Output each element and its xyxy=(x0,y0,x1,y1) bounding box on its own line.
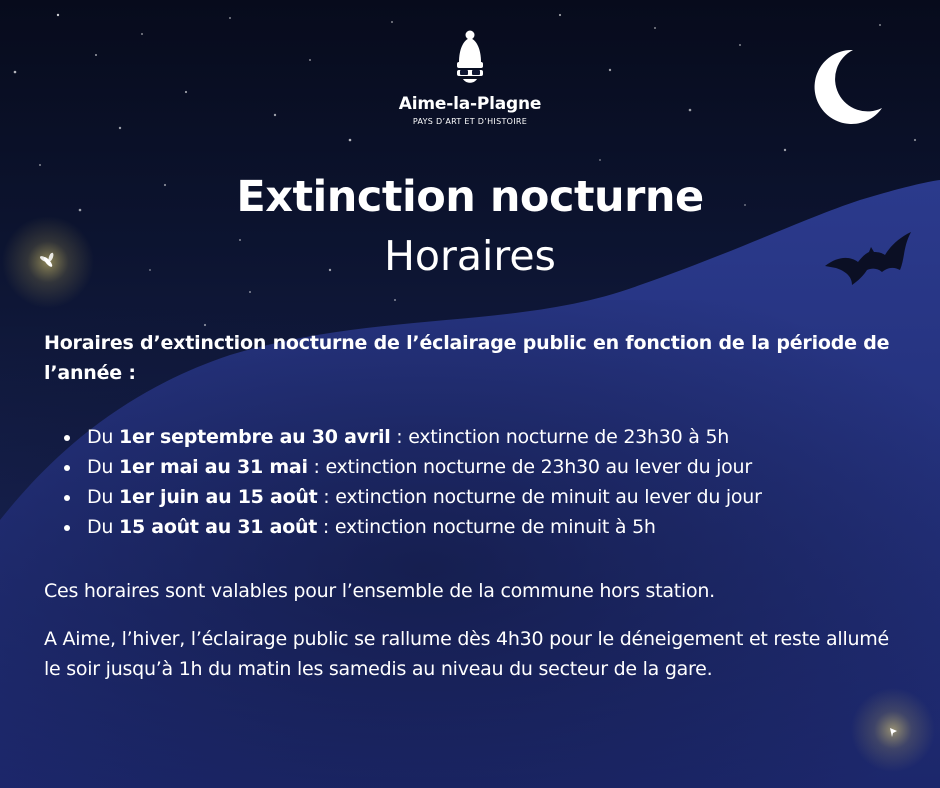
period-dates: 1er mai au 31 mai xyxy=(118,456,308,478)
page-title: Extinction nocturne xyxy=(236,172,704,222)
list-item xyxy=(44,452,914,482)
moon-icon xyxy=(815,50,882,124)
period-detail: : extinction nocturne de minuit au lever du jour xyxy=(317,486,762,508)
period-detail: : extinction nocturne de minuit à 5h xyxy=(317,516,656,538)
period-list xyxy=(44,422,914,542)
list-item xyxy=(44,482,914,512)
period-prefix: Du xyxy=(87,426,119,448)
period-detail: : extinction nocturne de 23h30 à 5h xyxy=(390,426,730,448)
period-prefix: Du xyxy=(87,456,119,478)
brand-name: Aime-la-Plagne xyxy=(398,94,542,114)
brand-tagline: PAYS D’ART ET D’HISTOIRE xyxy=(412,117,528,126)
period-detail: : extinction nocturne de 23h30 au lever du jour xyxy=(307,456,752,478)
list-item xyxy=(44,422,914,452)
period-dates: 15 août au 31 août xyxy=(118,516,318,538)
brand-logo xyxy=(370,30,570,126)
page-subtitle: Horaires xyxy=(384,232,556,280)
list-item xyxy=(44,512,914,542)
period-dates: 1er juin au 15 août xyxy=(118,486,318,508)
scope-note: Ces horaires sont valables pour l’ensemble de la commune hors station. xyxy=(44,580,715,602)
snow-hat-mascot-icon xyxy=(452,30,488,92)
intro-text: Horaires d’extinction nocturne de l’éclairage public en fonction de la période de l’année : xyxy=(44,332,890,384)
period-prefix: Du xyxy=(87,486,119,508)
period-prefix: Du xyxy=(87,516,119,538)
period-dates: 1er septembre au 30 avril xyxy=(118,426,391,448)
winter-note: A Aime, l’hiver, l’éclairage public se rallume dès 4h30 pour le déneigement et reste allumé le soir jusqu’à 1h du matin les samedis au niveau du secteur de la gare. xyxy=(44,628,889,680)
